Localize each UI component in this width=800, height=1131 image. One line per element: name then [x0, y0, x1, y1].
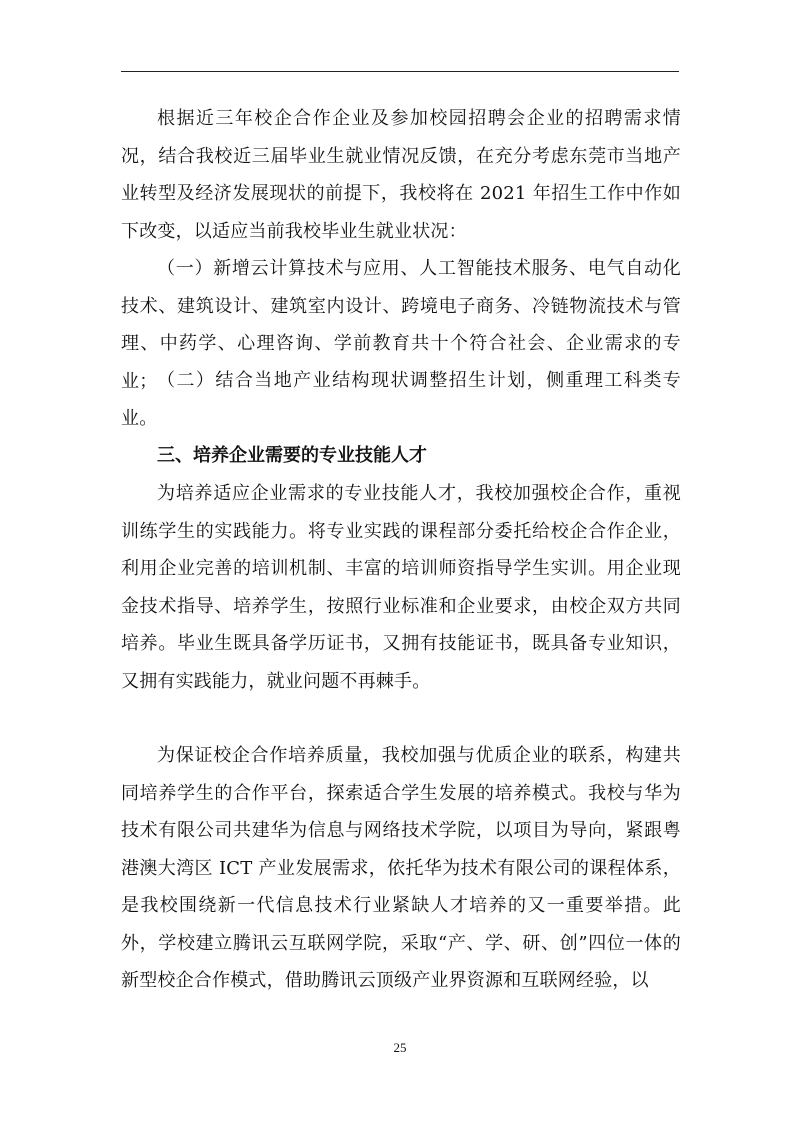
header-rule	[121, 71, 679, 72]
paragraph-recruitment-feedback: 根据近三年校企合作企业及参加校园招聘会企业的招聘需求情况，结合我校近三届毕业生就业情况反馈，在充分考虑东莞市当地产业转型及经济发展现状的前提下，我校将在 2021 年招生工作中作如下改变，以适应当前我校毕业生就业状况：	[121, 108, 681, 242]
page-number: 25	[393, 1040, 407, 1055]
paragraph-enrollment-plan: （二）结合当地产业结构现状调整招生计划，侧重理工科类专业。	[121, 370, 681, 429]
paragraph-skill-training: 为培养适应企业需求的专业技能人才，我校加强校企合作，重视训练学生的实践能力。将专业实践的课程部分委托给校企合作企业，利用企业完善的培训机制、丰富的培训师资指导学生实训。用企业现金技术指导、培养学生，按照行业标准和企业要求，由校企双方共同培养。毕业生既具备学历证书，又拥有技能证书，既具备专业知识，又拥有实践能力，就业问题不再棘手。	[121, 483, 681, 692]
section-heading: 三、培养企业需要的专业技能人才	[157, 445, 427, 466]
paragraph-new-majors: （一）新增云计算技术与应用、人工智能技术服务、电气自动化技术、建筑设计、建筑室内设计、跨境电子商务、冷链物流技术与管理、中药学、心理咨询、学前教育共十个符合社会、企业需求的专业；	[121, 258, 681, 392]
paragraph-cooperation-quality: 为保证校企合作培养质量，我校加强与优质企业的联系，构建共同培养学生的合作平台，探索适合学生发展的培养模式。我校与华为技术有限公司共建华为信息与网络技术学院，以项目为导向，紧跟粤港澳大湾区 ICT 产业发展需求，依托华为技术有限公司的课程体系，是我校围绕新一代信息技术行业紧缺人才培养的又一重要举措。此外，学校建立腾讯云互联网学院，采取“产、学、研、创”四位一体的新型校企合作模式，借助腾讯云顶级产业界资源和互联网经验，以	[121, 745, 681, 991]
